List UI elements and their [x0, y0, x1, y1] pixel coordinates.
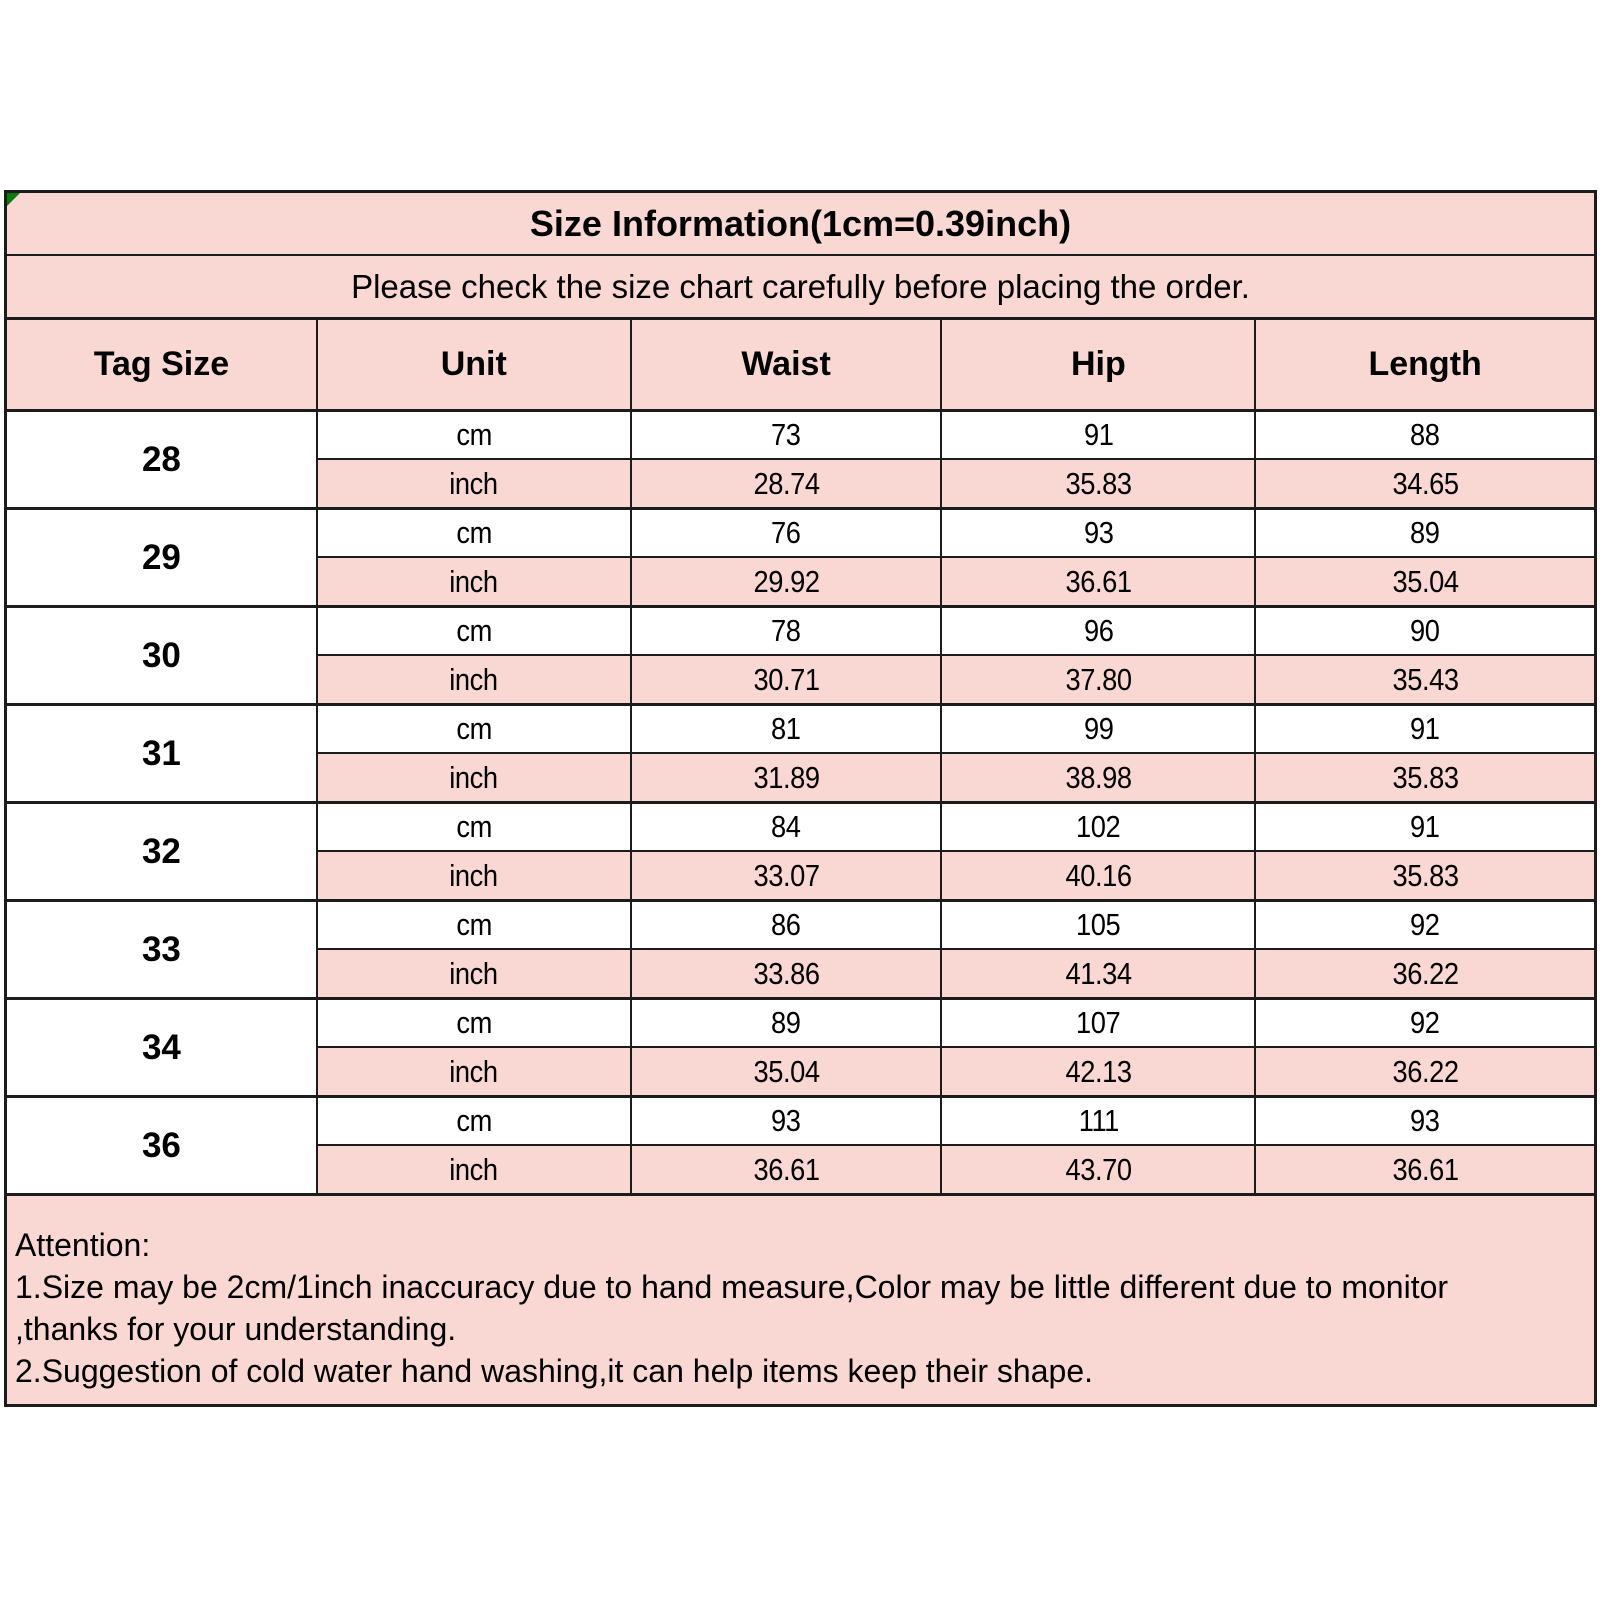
unit-label-inch: inch	[316, 1048, 630, 1095]
waist-cm-value: 93	[630, 1098, 941, 1146]
length-inch-value: 36.61	[1254, 1146, 1594, 1193]
subtitle-text: Please check the size chart carefully before placing the order.	[351, 267, 1250, 305]
unit-label-cm: cm	[316, 706, 630, 754]
page-title: Size Information(1cm=0.39inch)	[529, 202, 1072, 244]
length-cm-value: 90	[1254, 608, 1594, 656]
unit-label-inch: inch	[316, 754, 630, 801]
unit-label-cm: cm	[316, 608, 630, 656]
hip-inch-value: 41.34	[940, 950, 1254, 997]
length-cm-value: 93	[1254, 1098, 1594, 1146]
hip-inch-value: 38.98	[940, 754, 1254, 801]
column-header-hip: Hip	[940, 320, 1254, 409]
table-row	[7, 510, 1594, 608]
unit-label-inch: inch	[316, 1146, 630, 1193]
attention-line-3: 2.Suggestion of cold water hand washing,it can help items keep their shape.	[15, 1353, 1093, 1389]
tag-size-value: 29	[7, 510, 316, 605]
length-inch-value: 36.22	[1254, 950, 1594, 997]
tag-size-value: 36	[7, 1098, 316, 1193]
tag-size-value: 30	[7, 608, 316, 703]
table-row	[7, 1098, 1594, 1196]
cell-error-corner-icon	[7, 193, 20, 206]
unit-label-cm: cm	[316, 1000, 630, 1048]
column-header-length: Length	[1254, 320, 1594, 409]
length-inch-value: 34.65	[1254, 460, 1594, 507]
waist-cm-value: 84	[630, 804, 941, 852]
hip-inch-value: 35.83	[940, 460, 1254, 507]
length-cm-value: 91	[1254, 804, 1594, 852]
table-row	[7, 902, 1594, 1000]
length-inch-value: 35.83	[1254, 852, 1594, 899]
table-row	[7, 608, 1594, 706]
attention-line-2: ,thanks for your understanding.	[15, 1311, 457, 1347]
column-header-waist: Waist	[630, 320, 941, 409]
unit-label-inch: inch	[316, 460, 630, 507]
unit-label-inch: inch	[316, 558, 630, 605]
hip-cm-value: 102	[940, 804, 1254, 852]
unit-label-cm: cm	[316, 412, 630, 460]
unit-label-inch: inch	[316, 852, 630, 899]
waist-inch-value: 29.92	[630, 558, 941, 605]
attention-line-1: 1.Size may be 2cm/1inch inaccuracy due to hand measure,Color may be little different due to monitor	[15, 1269, 1449, 1305]
waist-inch-value: 36.61	[630, 1146, 941, 1193]
length-cm-value: 89	[1254, 510, 1594, 558]
hip-inch-value: 36.61	[940, 558, 1254, 605]
waist-cm-value: 76	[630, 510, 941, 558]
size-rows	[7, 412, 1594, 1196]
table-row	[7, 804, 1594, 902]
hip-inch-value: 42.13	[940, 1048, 1254, 1095]
table-header-row	[7, 320, 1594, 412]
hip-inch-value: 40.16	[940, 852, 1254, 899]
tag-size-value: 28	[7, 412, 316, 507]
tag-size-value: 32	[7, 804, 316, 899]
hip-inch-value: 43.70	[940, 1146, 1254, 1193]
length-inch-value: 35.43	[1254, 656, 1594, 703]
length-cm-value: 88	[1254, 412, 1594, 460]
title-row	[7, 193, 1594, 256]
waist-inch-value: 31.89	[630, 754, 941, 801]
hip-cm-value: 93	[940, 510, 1254, 558]
waist-inch-value: 33.86	[630, 950, 941, 997]
table-row	[7, 706, 1594, 804]
table-row	[7, 1000, 1594, 1098]
waist-inch-value: 33.07	[630, 852, 941, 899]
length-cm-value: 92	[1254, 902, 1594, 950]
hip-cm-value: 107	[940, 1000, 1254, 1048]
length-inch-value: 35.83	[1254, 754, 1594, 801]
attention-note	[7, 1196, 1594, 1404]
waist-cm-value: 89	[630, 1000, 941, 1048]
unit-label-cm: cm	[316, 510, 630, 558]
attention-heading: Attention:	[15, 1227, 151, 1263]
tag-size-value: 34	[7, 1000, 316, 1095]
hip-cm-value: 91	[940, 412, 1254, 460]
length-cm-value: 91	[1254, 706, 1594, 754]
hip-cm-value: 105	[940, 902, 1254, 950]
size-chart-sheet	[4, 190, 1597, 1407]
unit-label-inch: inch	[316, 950, 630, 997]
length-inch-value: 36.22	[1254, 1048, 1594, 1095]
waist-inch-value: 35.04	[630, 1048, 941, 1095]
unit-label-cm: cm	[316, 1098, 630, 1146]
tag-size-value: 31	[7, 706, 316, 801]
hip-cm-value: 111	[940, 1098, 1254, 1146]
waist-inch-value: 30.71	[630, 656, 941, 703]
subtitle-row	[7, 256, 1594, 320]
hip-cm-value: 96	[940, 608, 1254, 656]
length-cm-value: 92	[1254, 1000, 1594, 1048]
waist-cm-value: 81	[630, 706, 941, 754]
waist-cm-value: 86	[630, 902, 941, 950]
unit-label-cm: cm	[316, 902, 630, 950]
column-header-tag-size: Tag Size	[93, 345, 230, 383]
tag-size-value: 33	[7, 902, 316, 997]
waist-cm-value: 73	[630, 412, 941, 460]
waist-inch-value: 28.74	[630, 460, 941, 507]
unit-label-cm: cm	[316, 804, 630, 852]
column-header-unit: Unit	[316, 320, 630, 409]
hip-cm-value: 99	[940, 706, 1254, 754]
waist-cm-value: 78	[630, 608, 941, 656]
length-inch-value: 35.04	[1254, 558, 1594, 605]
table-row	[7, 412, 1594, 510]
hip-inch-value: 37.80	[940, 656, 1254, 703]
unit-label-inch: inch	[316, 656, 630, 703]
